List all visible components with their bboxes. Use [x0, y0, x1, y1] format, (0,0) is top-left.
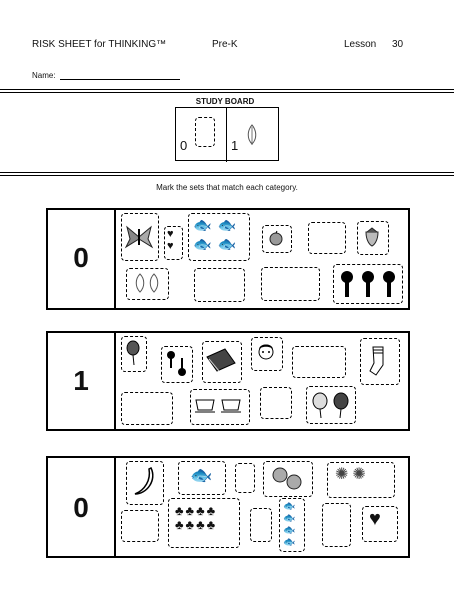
balloon-icon — [126, 341, 140, 365]
balloon-icon — [310, 392, 352, 418]
tree-icon: ♣♣♣♣ ♣♣♣♣ — [175, 503, 218, 532]
butterfly-icon — [124, 225, 154, 249]
study-board-empty-set — [195, 117, 215, 147]
divider — [0, 92, 454, 93]
heart-icon: ♥ ♥ — [167, 228, 174, 252]
study-board-divider — [226, 107, 227, 162]
worksheet-title: RISK SHEET for THINKING™ — [32, 39, 167, 50]
divider — [0, 89, 454, 90]
fish-icon: 🐟🐟 🐟🐟 — [193, 217, 243, 253]
key-icon — [339, 270, 397, 298]
key-icon — [166, 350, 188, 378]
strawberry-icon — [364, 227, 380, 247]
apple-icon — [270, 466, 304, 490]
name-label: Name: — [32, 71, 56, 80]
set-empty[interactable] — [292, 346, 346, 378]
category-number-box — [48, 458, 116, 556]
banana-icon — [131, 466, 157, 498]
set-empty[interactable] — [260, 387, 292, 419]
set-empty[interactable] — [121, 392, 173, 425]
name-field[interactable] — [60, 79, 180, 80]
fish-icon: 🐟 — [190, 465, 213, 485]
set-empty[interactable] — [308, 222, 346, 254]
leaf-icon — [133, 273, 161, 293]
lesson-number: 30 — [392, 39, 404, 50]
teacup-icon — [194, 396, 244, 416]
flower-icon: ✺✺ — [335, 466, 370, 483]
sock-icon — [368, 345, 388, 377]
study-board-title: STUDY BOARD — [195, 97, 255, 106]
grade-level: Pre-K — [212, 39, 238, 50]
category-number: 1 — [73, 365, 89, 396]
book-icon — [205, 347, 237, 373]
divider — [0, 175, 454, 176]
category-number-box — [48, 210, 116, 308]
category-number: 0 — [73, 492, 89, 523]
study-board-zero: 0 — [180, 138, 188, 153]
instruction-text: Mark the sets that match each category. — [156, 183, 298, 192]
fish-icon: 🐟 🐟 🐟 🐟 — [283, 501, 296, 548]
apple-icon — [268, 231, 284, 245]
study-board — [175, 107, 279, 161]
set-empty[interactable] — [235, 463, 255, 493]
heart-icon: ♥ — [369, 508, 381, 530]
set-empty[interactable] — [261, 267, 320, 301]
study-board-one: 1 — [231, 138, 239, 153]
lesson-label: Lesson — [344, 39, 377, 50]
set-empty[interactable] — [194, 268, 245, 302]
girl-face-icon — [257, 341, 275, 361]
leaf-icon — [246, 124, 258, 146]
set-empty[interactable] — [322, 503, 351, 547]
divider — [0, 172, 454, 173]
category-number-box — [48, 333, 116, 429]
set-empty[interactable] — [250, 508, 272, 542]
set-empty[interactable] — [121, 510, 159, 542]
category-number: 0 — [73, 242, 89, 273]
